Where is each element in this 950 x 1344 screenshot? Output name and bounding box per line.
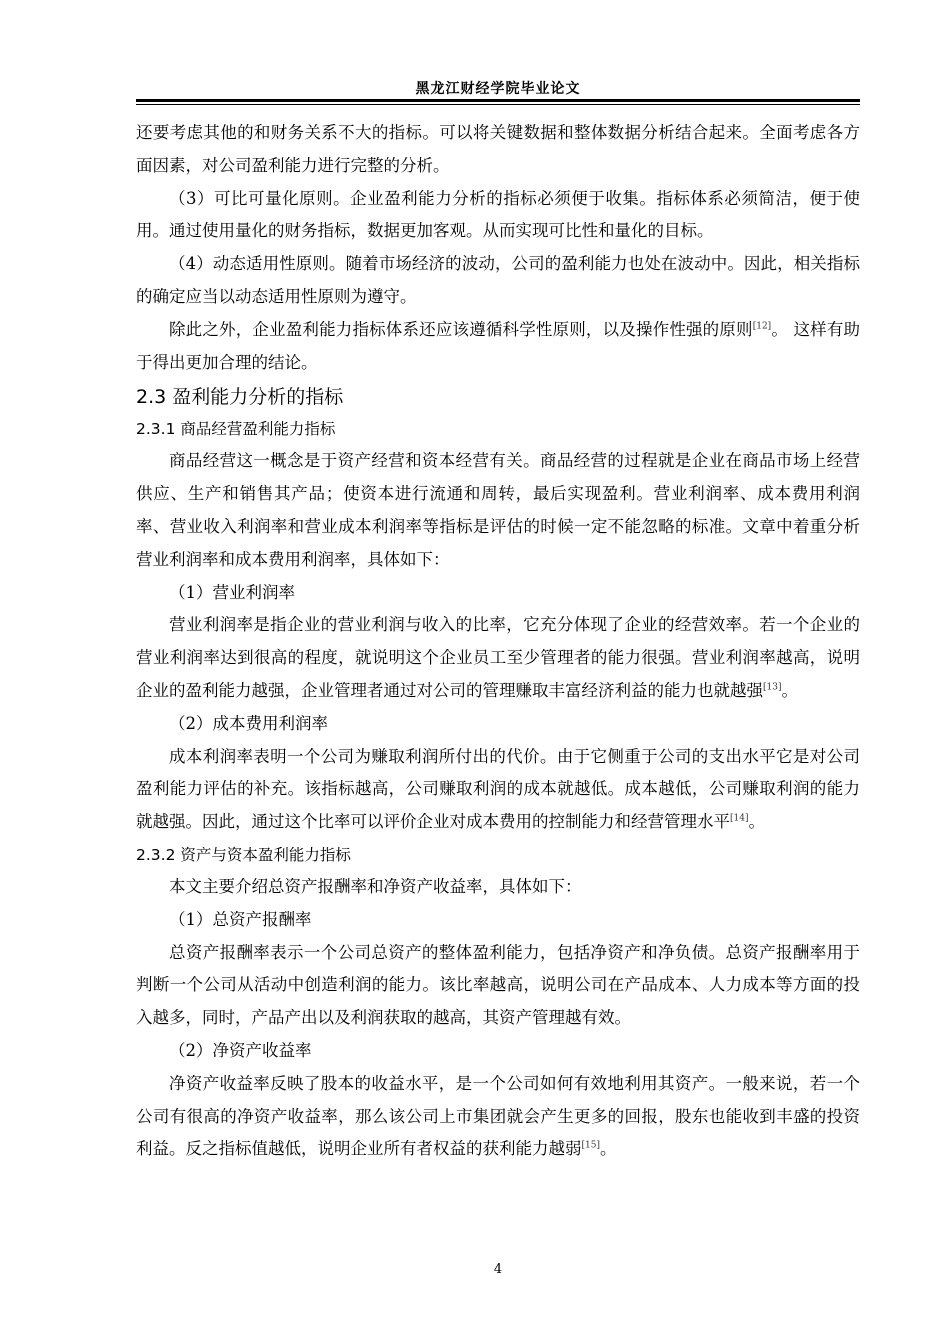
header-rule-thick — [136, 99, 860, 102]
paragraph-principle-4: （4）动态适用性原则。随着市场经济的波动，公司的盈利能力也处在波动中。因此，相关指标的确定应当以动态适用性原则为遵守。 — [136, 254, 860, 306]
paragraph-operating-margin — [136, 609, 860, 707]
page-content — [136, 117, 860, 1166]
paragraph-operating-margin-tail: 。 — [781, 680, 798, 700]
paragraph-cost-profit-ratio-text: 成本利润率表明一个公司为赚取利润所付出的代价。由于它侧重于公司的支出水平它是对公司盈利能力评估的补充。该指标越高，公司赚取利润的成本就越低。成本越低，公司赚取利润的能力就越强。因此，通过这个比率可以评价企业对成本费用的控制能力和经营管理水平 — [136, 746, 860, 832]
item-label-roa: （1）总资产报酬率 — [169, 909, 312, 929]
paragraph-roe — [136, 1068, 860, 1166]
citation-15: [15] — [581, 1140, 600, 1151]
item-label-cost-profit-ratio: （2）成本费用利润率 — [169, 713, 328, 733]
page-header-title: 黑龙江财经学院毕业论文 — [415, 81, 581, 97]
paragraph-asset-intro: 本文主要介绍总资产报酬率和净资产收益率，具体如下： — [169, 876, 582, 896]
citation-13: [13] — [763, 682, 782, 693]
paragraph-roa: 总资产报酬率表示一个公司总资产的整体盈利能力，包括净资产和净负债。总资产报酬率用于判断一个公司从活动中创造利润的能力。该比率越高，说明公司在产品成本、人力成本等方面的投入越多，同时，产品产出以及利润获取的越高，其资产管理越有效。 — [136, 942, 860, 1028]
page-number: 4 — [493, 1262, 503, 1277]
paragraph-cost-profit-ratio — [136, 741, 860, 839]
paragraph-roe-text: 净资产收益率反映了股本的收益水平，是一个公司如何有效地利用其资产。一般来说，若一个公司有很高的净资产收益率，那么该公司上市集团就会产生更多的回报，股东也能收到丰盛的投资利益。反之指标值越低，说明企业所有者权益的获利能力越弱 — [136, 1073, 860, 1159]
paragraph-besides-text: 除此之外，企业盈利能力指标体系还应该遵循科学性原则，以及操作性强的原则 — [169, 319, 753, 339]
section-heading-2-3-1: 2.3.1 商品经营盈利能力指标 — [136, 420, 336, 439]
paragraph-besides-tail: 。 这样有助于得出更加合理的结论。 — [136, 319, 860, 372]
paragraph-principle-3: （3）可比可量化原则。企业盈利能力分析的指标必须便于收集。指标体系必须简洁，便于使用。通过使用量化的财务指标，数据更加客观。从而实现可比性和量化的目标。 — [136, 188, 860, 241]
paragraph-continuation: 还要考虑其他的和财务关系不大的指标。可以将关键数据和整体数据分析结合起来。全面考虑各方面因素，对公司盈利能力进行完整的分析。 — [136, 123, 860, 175]
paragraph-operating-margin-text: 营业利润率是指企业的营业利润与收入的比率，它充分体现了企业的经营效率。若一个企业的营业利润率达到很高的程度，就说明这个企业员工至少管理者的能力很强。营业利润率越高，说明企业的盈利能力越强，企业管理者通过对公司的管理赚取丰富经济利益的能力也就越强 — [136, 615, 860, 700]
citation-14: [14] — [730, 813, 749, 824]
paragraph-roe-tail: 。 — [599, 1139, 617, 1159]
section-heading-2-3-2: 2.3.2 资产与资本盈利能力指标 — [136, 845, 351, 864]
paragraph-besides — [136, 314, 860, 380]
section-heading-2-3: 2.3 盈利能力分析的指标 — [136, 386, 344, 409]
item-label-roe: （2）净资产收益率 — [169, 1040, 312, 1060]
item-label-operating-margin: （1）营业利润率 — [169, 582, 295, 602]
citation-12: [12] — [752, 321, 772, 332]
paragraph-cost-profit-ratio-tail: 。 — [748, 812, 765, 832]
paragraph-commodity-intro: 商品经营这一概念是于资产经营和资本经营有关。商品经营的过程就是企业在商品市场上经营供应、生产和销售其产品；使资本进行流通和周转，最后实现盈利。营业利润率、成本费用利润率、营业收入利润率和营业成本利润率等指标是评估的时候一定不能忽略的标准。文章中着重分析营业利润率和成本费用利润率，具体如下： — [136, 451, 860, 569]
header-rule-thin — [136, 104, 860, 105]
